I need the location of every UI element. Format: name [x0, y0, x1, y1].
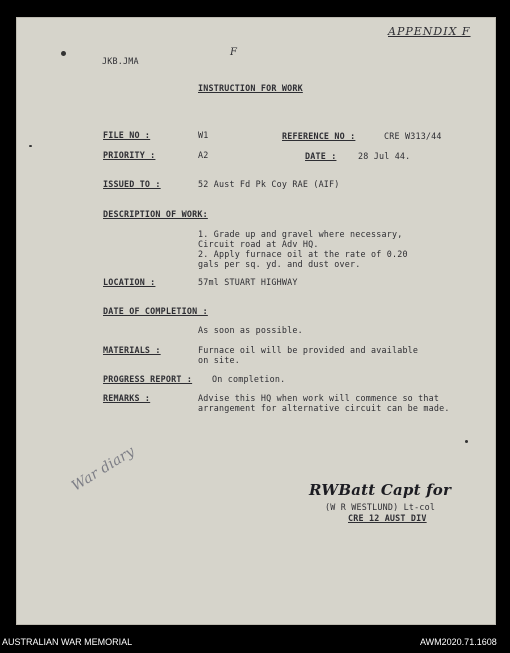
document-page [16, 17, 496, 625]
remarks-line: arrangement for alternative circuit can be made. [198, 403, 450, 413]
issued-to-value: 52 Aust Fd Pk Coy RAE (AIF) [198, 179, 340, 189]
location-value: 57ml STUART HIGHWAY [198, 277, 298, 287]
progress-report-label: PROGRESS REPORT : [103, 374, 193, 384]
hole-mark [29, 145, 32, 147]
materials-label: MATERIALS : [103, 345, 161, 355]
signatory-name: (W R WESTLUND) Lt-col [325, 502, 436, 512]
footer-accession-number: AWM2020.71.1608 [420, 637, 497, 647]
description-line: 2. Apply furnace oil at the rate of 0.20 [198, 249, 408, 259]
reference-label: REFERENCE NO : [282, 131, 356, 141]
materials-line: Furnace oil will be provided and available [198, 345, 419, 355]
handwritten-margin-note: War diary [69, 443, 138, 495]
progress-report-value: On completion. [212, 374, 286, 384]
date-label: DATE : [305, 151, 337, 161]
archive-footer [0, 623, 510, 653]
document-title: INSTRUCTION FOR WORK [198, 83, 303, 93]
signatory-title: CRE 12 AUST DIV [348, 513, 427, 523]
description-label: DESCRIPTION OF WORK: [103, 209, 208, 219]
footer-institution: AUSTRALIAN WAR MEMORIAL [2, 637, 133, 647]
completion-label: DATE OF COMPLETION : [103, 306, 208, 316]
file-no-label: FILE NO : [103, 130, 151, 140]
remarks-label: REMARKS : [103, 393, 151, 403]
description-line: 1. Grade up and gravel where necessary, [198, 229, 403, 239]
issued-to-label: ISSUED TO : [103, 179, 161, 189]
initials: JKB.JMA [102, 56, 139, 66]
description-line: Circuit road at Adv HQ. [198, 239, 319, 249]
hole-mark [465, 440, 468, 443]
priority-value: A2 [198, 150, 209, 160]
file-no-value: W1 [198, 130, 209, 140]
hole-mark [61, 51, 66, 56]
appendix-label: APPENDIX F [388, 25, 471, 38]
priority-label: PRIORITY : [103, 150, 156, 160]
remarks-line: Advise this HQ when work will commence so that [198, 393, 440, 403]
reference-value: CRE W313/44 [384, 131, 442, 141]
materials-line: on site. [198, 355, 240, 365]
completion-value: As soon as possible. [198, 325, 303, 335]
handwritten-f: F [230, 47, 238, 58]
location-label: LOCATION : [103, 277, 156, 287]
signature: RWBatt Capt for [309, 481, 452, 499]
description-line: gals per sq. yd. and dust over. [198, 259, 361, 269]
date-value: 28 Jul 44. [358, 151, 411, 161]
